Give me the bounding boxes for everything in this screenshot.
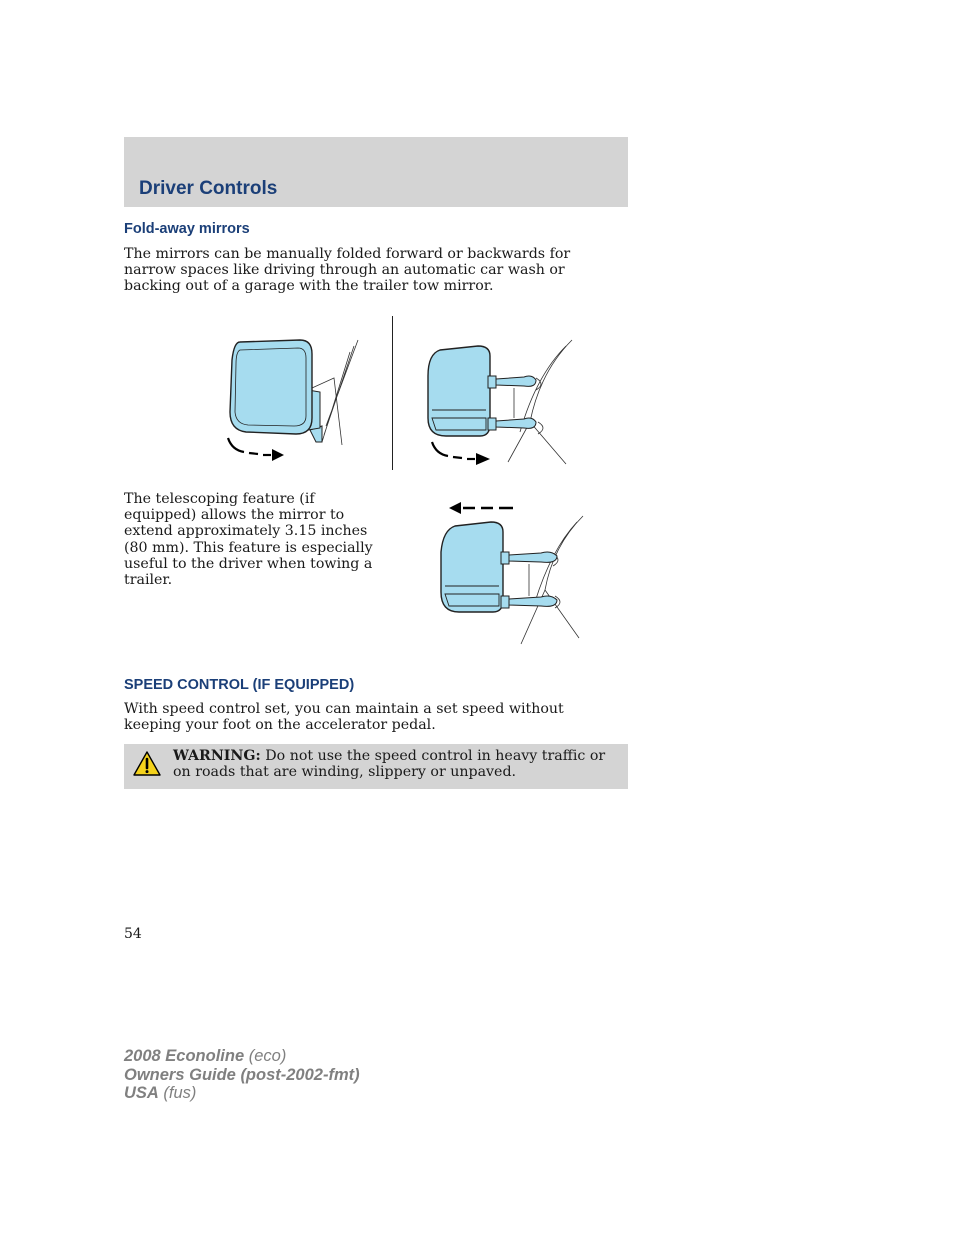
- footer-market-code: (fus): [158, 1084, 197, 1102]
- telescoping-mirror-illustration: [435, 498, 587, 646]
- warning-label: WARNING:: [173, 748, 261, 764]
- speed-control-body: With speed control set, you can maintain a set speed without keeping your foot on the accelerator pedal.: [124, 701, 564, 734]
- telescoping-line: trailer.: [124, 572, 173, 588]
- fold-away-body: The mirrors can be manually folded forward or backwards for narrow spaces like driving through an automatic car wash or backing out of a garage with the trailer tow mirror.: [124, 246, 571, 295]
- telescoping-line: extend approximately 3.15 inches: [124, 523, 368, 539]
- speed-control-heading: SPEED CONTROL (IF EQUIPPED): [124, 677, 355, 693]
- footer-market: USA: [124, 1084, 159, 1102]
- footer-model-code: (eco): [244, 1047, 287, 1065]
- figure-divider: [392, 316, 393, 470]
- warning-text: [173, 748, 619, 780]
- telescoping-line: The telescoping feature (if: [124, 491, 315, 507]
- trailer-tow-mirror-fold-illustration: [420, 332, 575, 470]
- fold-arrow-icon: [432, 442, 490, 465]
- footer: [124, 1047, 360, 1103]
- warning-message: Do not use the speed control in heavy traffic or on roads that are winding, slippery or unpaved.: [173, 748, 606, 781]
- telescoping-line: useful to the driver when towing a: [124, 556, 373, 572]
- section-title: Driver Controls: [139, 178, 278, 199]
- footer-line-2: Owners Guide (post-2002-fmt): [124, 1065, 360, 1084]
- fold-away-heading: Fold-away mirrors: [124, 221, 250, 237]
- page-number: 54: [124, 926, 142, 942]
- fold-arrow-icon: [228, 438, 284, 461]
- standard-mirror-fold-illustration: [222, 330, 372, 465]
- warning-box: [124, 744, 628, 789]
- footer-line-3: [124, 1084, 360, 1103]
- caution-triangle-icon: [132, 750, 162, 778]
- telescope-arrow-icon: [449, 502, 513, 514]
- telescoping-line: (80 mm). This feature is especially: [124, 540, 373, 556]
- footer-line-1: [124, 1047, 360, 1066]
- footer-model: 2008 Econoline: [124, 1047, 245, 1065]
- telescoping-line: equipped) allows the mirror to: [124, 507, 345, 523]
